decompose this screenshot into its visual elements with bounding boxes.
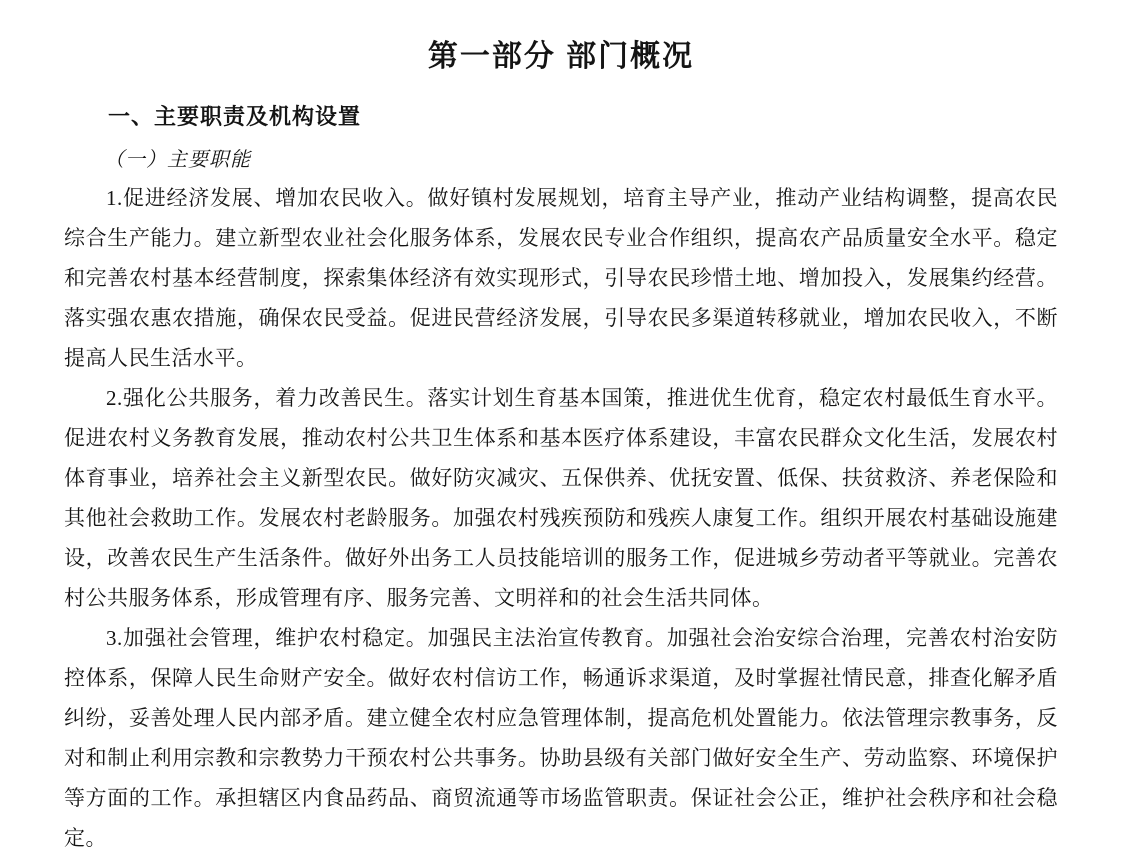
paragraph-public-services: 2.强化公共服务，着力改善民生。落实计划生育基本国策，推进优生优育，稳定农村最低生育水平。促进农村义务教育发展，推动农村公共卫生体系和基本医疗体系建设，丰富农民群众文化生活，发展农村体育事业，培养社会主义新型农民。做好防灾减灾、五保供养、优抚安置、低保、扶贫救济、养老保险和其他社会救助工作。发展农村老龄服务。加强农村残疾预防和残疾人康复工作。组织开展农村基础设施建设，改善农民生产生活条件。做好外出务工人员技能培训的服务工作，促进城乡劳动者平等就业。完善农村公共服务体系，形成管理有序、服务完善、文明祥和的社会生活共同体。	[64, 386, 1058, 610]
paragraph-economic-development: 1.促进经济发展、增加农民收入。做好镇村发展规划，培育主导产业，推动产业结构调整，提高农民综合生产能力。建立新型农业社会化服务体系，发展农民专业合作组织，提高农产品质量安全水平。稳定和完善农村基本经营制度，探索集体经济有效实现形式，引导农民珍惜土地、增加投入，发展集约经营。落实强农惠农措施，确保农民受益。促进民营经济发展，引导农民多渠道转移就业，增加农民收入，不断提高人民生活水平。	[64, 186, 1058, 370]
section-heading-main-duties: 一、主要职责及机构设置	[108, 104, 362, 129]
document-title: 第一部分 部门概况	[427, 40, 695, 73]
subsection-heading-main-functions: （一）主要职能	[104, 149, 251, 171]
paragraph-social-management: 3.加强社会管理，维护农村稳定。加强民主法治宣传教育。加强社会治安综合治理，完善农村治安防控体系，保障人民生命财产安全。做好农村信访工作，畅通诉求渠道，及时掌握社情民意，排查化解矛盾纠纷，妥善处理人民内部矛盾。建立健全农村应急管理体制，提高危机处置能力。依法管理宗教事务，反对和制止利用宗教和宗教势力干预农村公共事务。协助县级有关部门做好安全生产、劳动监察、环境保护等方面的工作。承担辖区内食品药品、商贸流通等市场监管职责。保证社会公正，维护社会秩序和社会稳定。	[64, 626, 1058, 850]
document-body	[64, 178, 1058, 858]
